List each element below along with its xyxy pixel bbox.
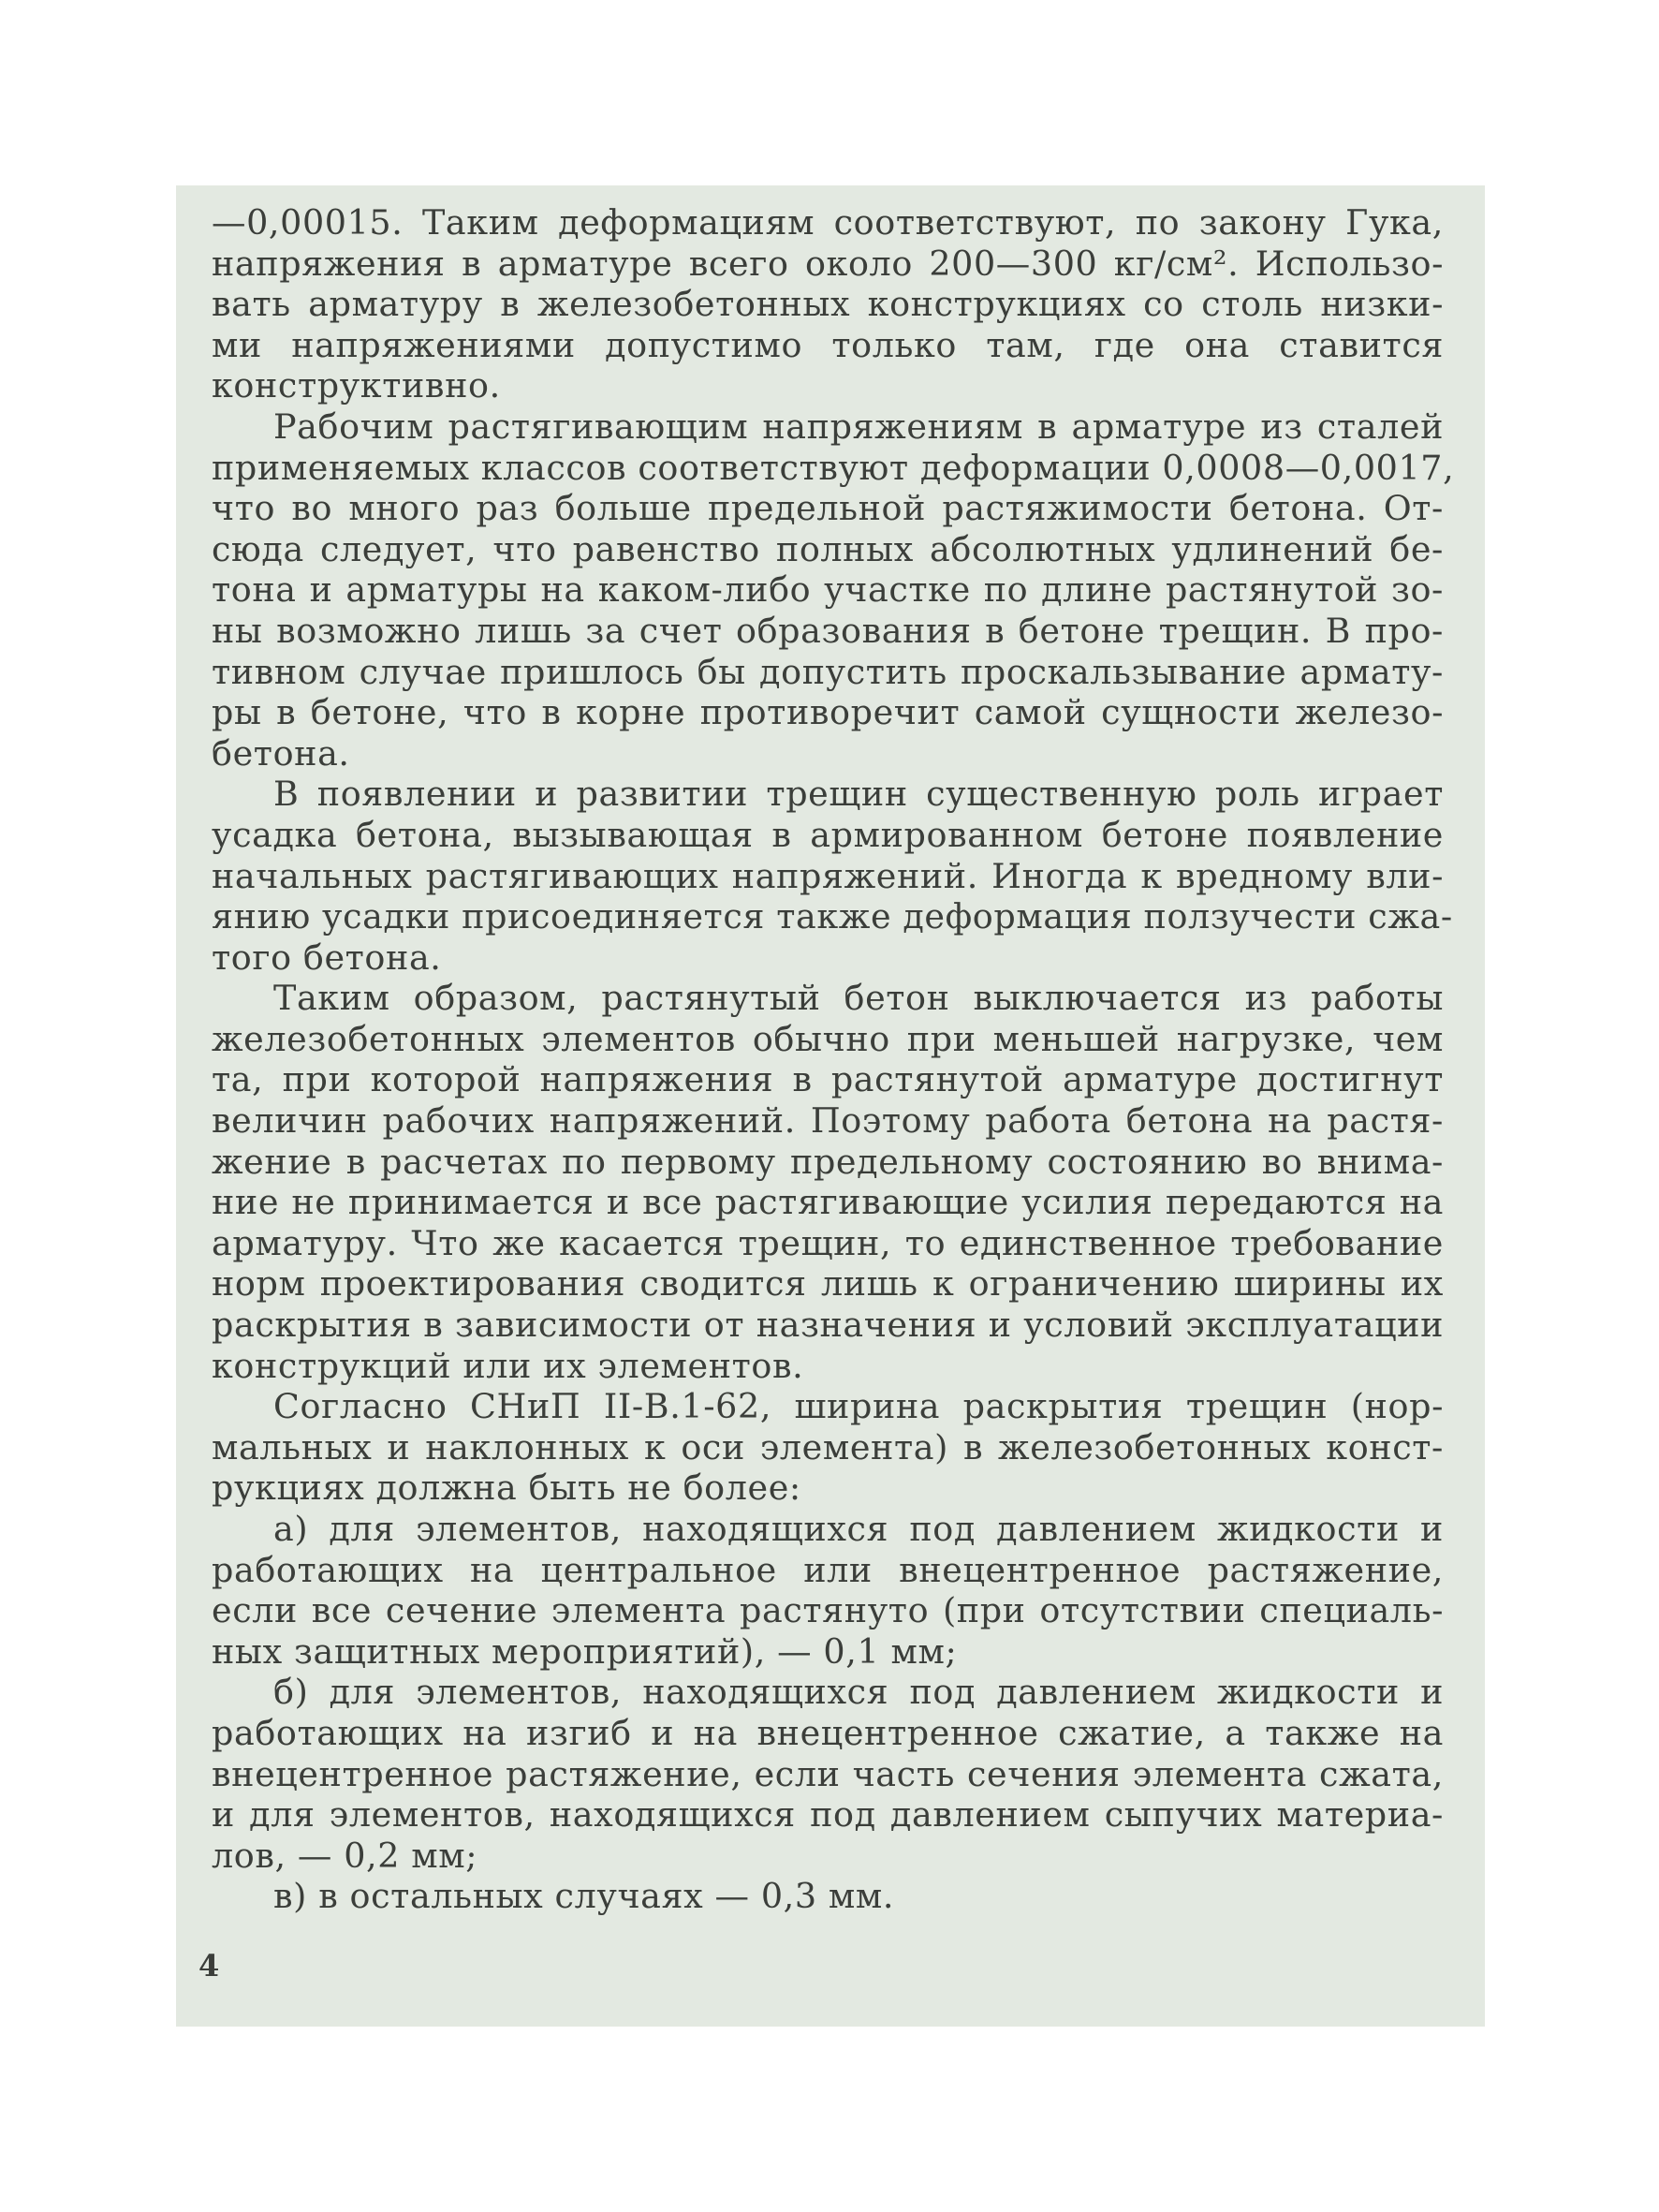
text-line: лов, — 0,2 мм; <box>212 1835 478 1876</box>
text-line: ных защитных мероприятий), — 0,1 мм; <box>212 1630 958 1672</box>
text-line: применяемых классов соответствуют деформации 0,0008—0,0017, <box>212 447 1455 488</box>
text-line: вать арматуру в железобетонных конструкциях со столь низки- <box>212 284 1444 325</box>
list-item-v <box>212 1876 1444 1917</box>
text-line: ние не принимается и все растягивающие усилия передаются на <box>212 1182 1444 1223</box>
text-line: железобетонных элементов обычно при меньшей нагрузке, чем <box>212 1018 1444 1059</box>
text-line: усадка бетона, вызывающая в армированном бетоне появление <box>212 814 1444 855</box>
text-line: бетона. <box>212 732 350 774</box>
text-line: величин рабочих напряжений. Поэтому работа бетона на растя- <box>212 1100 1444 1142</box>
text-line: мальных и наклонных к оси элемента) в железобетонных конст- <box>212 1426 1444 1467</box>
text-line: сюда следует, что равенство полных абсолютных удлинений бе- <box>212 528 1444 569</box>
page-number: 4 <box>198 1948 220 1983</box>
text-line: —0,00015. Таким деформациям соответствуют, по закону Гука, <box>212 202 1444 243</box>
text-line: жение в расчетах по первому предельному состоянию во внима- <box>212 1141 1444 1182</box>
text-line: конструктивно. <box>212 365 501 406</box>
body-text <box>212 202 1455 1917</box>
paragraph-4 <box>212 978 1444 1386</box>
text-line: в) в остальных случаях — 0,3 мм. <box>273 1876 895 1917</box>
text-line: и для элементов, находящихся под давлением сыпучих материа- <box>212 1794 1444 1836</box>
list-item-a <box>212 1509 1444 1672</box>
text-line: Согласно СНиП II-В.1-62, ширина раскрытия трещин (нор- <box>273 1386 1444 1427</box>
text-line: а) для элементов, находящихся под давлением жидкости и <box>273 1509 1444 1549</box>
text-line: работающих на центральное или внецентренное растяжение, <box>212 1549 1444 1590</box>
text-line: работающих на изгиб и на внецентренное сжатие, а также на <box>212 1712 1444 1753</box>
paragraph-3 <box>212 774 1453 978</box>
paragraph-2 <box>212 406 1455 774</box>
text-line: рукциях должна быть не более: <box>212 1467 801 1509</box>
text-line: раскрытия в зависимости от назначения и условий эксплуатации <box>212 1305 1444 1346</box>
text-line: В появлении и развитии трещин существенную роль играет <box>273 774 1444 815</box>
list-item-b <box>212 1672 1444 1876</box>
text-line: конструкций или их элементов. <box>212 1345 804 1386</box>
text-line: норм проектирования сводится лишь к ограничению ширины их <box>212 1263 1444 1305</box>
text-line: того бетона. <box>212 936 442 978</box>
paragraph-5 <box>212 1386 1444 1509</box>
text-line: ры в бетоне, что в корне противоречит самой сущности железо- <box>212 692 1444 733</box>
text-line: Рабочим растягивающим напряжениям в арматуре из сталей <box>273 406 1444 447</box>
text-line: что во много раз больше предельной растяжимости бетона. От- <box>212 488 1444 529</box>
scanned-page <box>176 185 1485 2027</box>
text-line: напряжения в арматуре всего около 200—300 кг/см². Использо- <box>212 243 1444 284</box>
text-line: ми напряжениями допустимо только там, где она ставится <box>212 324 1444 365</box>
text-line: арматуру. Что же касается трещин, то единственное требование <box>212 1222 1444 1263</box>
text-line: Таким образом, растянутый бетон выключается из работы <box>273 978 1444 1019</box>
text-line: янию усадки присоединяется также деформация ползучести сжа- <box>212 896 1453 937</box>
text-line: ны возможно лишь за счет образования в бетоне трещин. В про- <box>212 610 1444 651</box>
text-line: начальных растягивающих напряжений. Иногда к вредному вли- <box>212 855 1444 896</box>
text-line: тона и арматуры на каком-либо участке по длине растянутой зо- <box>212 569 1444 611</box>
text-line: б) для элементов, находящихся под давлением жидкости и <box>273 1672 1444 1713</box>
text-line: если все сечение элемента растянуто (при отсутствии специаль- <box>212 1590 1444 1631</box>
text-line: тивном случае пришлось бы допустить проскальзывание армату- <box>212 651 1444 692</box>
text-line: внецентренное растяжение, если часть сечения элемента сжата, <box>212 1753 1444 1794</box>
text-line: та, при которой напряжения в растянутой арматуре достигнут <box>212 1059 1444 1100</box>
paragraph-1 <box>212 202 1444 406</box>
